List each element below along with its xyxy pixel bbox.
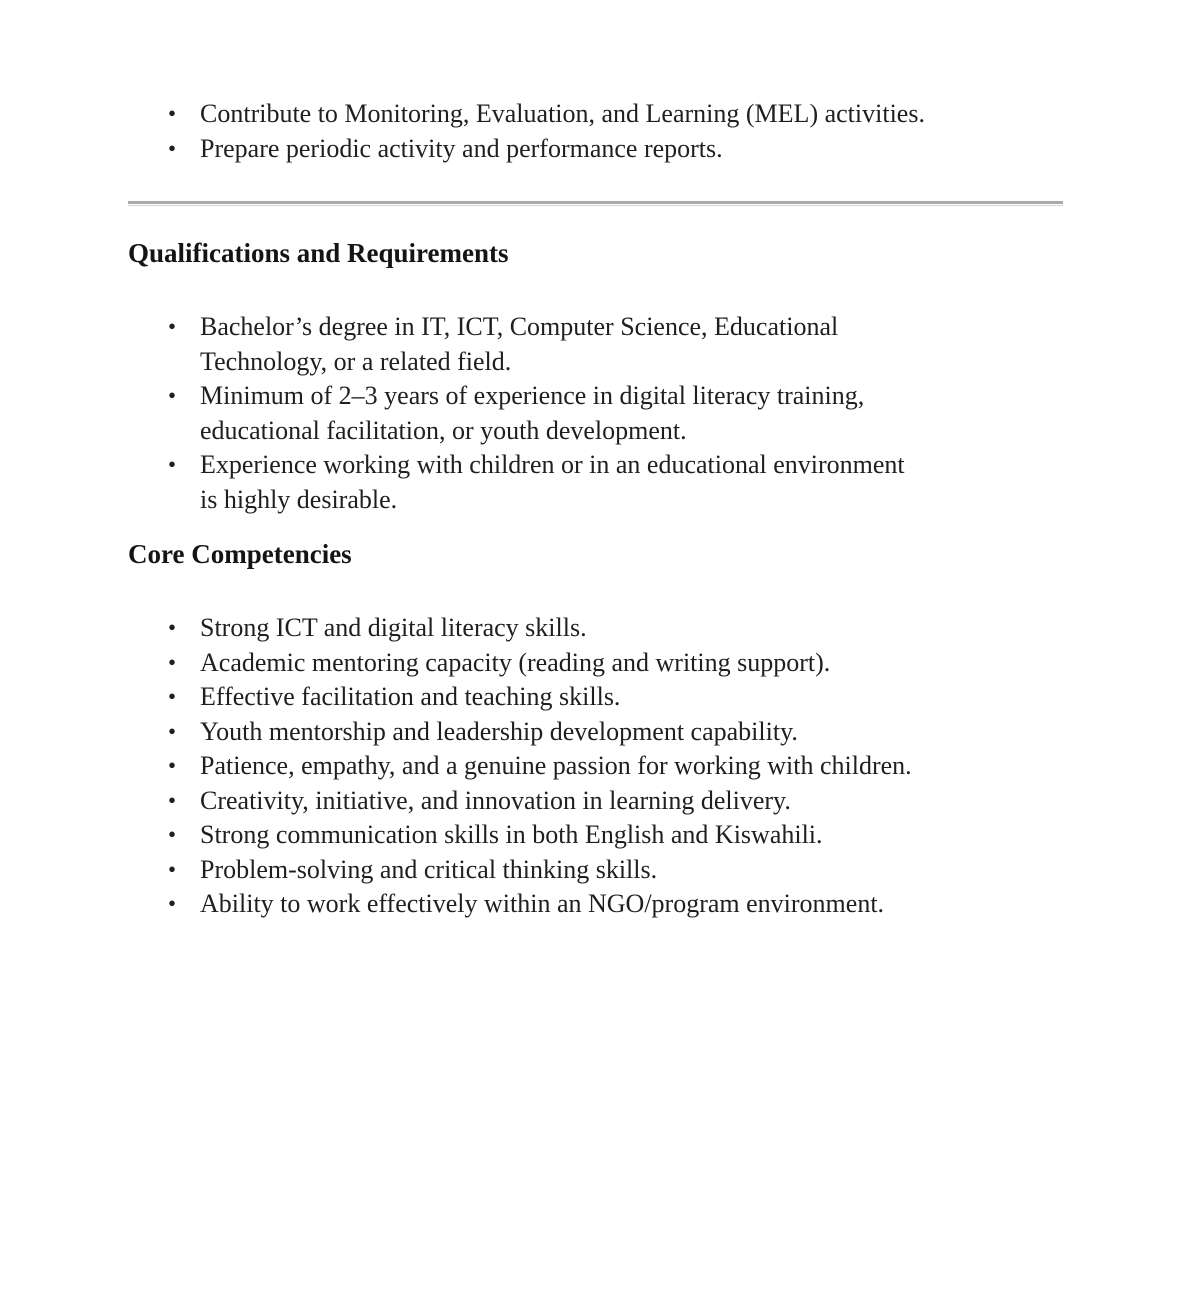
list-item-line: • Effective facilitation and teaching skills.: [200, 682, 621, 711]
list-item-line: educational facilitation, or youth development.: [200, 415, 687, 445]
qualifications-heading: Qualifications and Requirements: [128, 238, 509, 268]
intro-duties-list: [128, 97, 1063, 166]
list-item: [128, 310, 1063, 379]
competencies-list: [128, 611, 1063, 922]
list-item: [128, 818, 1063, 853]
list-item: [128, 749, 1063, 784]
list-item: [128, 97, 1063, 132]
core-competencies-heading: Core Competencies: [128, 539, 352, 569]
list-item-line: • Experience working with children or in an educational environment: [200, 450, 905, 479]
list-item: [128, 646, 1063, 681]
list-item: [128, 853, 1063, 888]
list-item-line: • Creativity, initiative, and innovation in learning delivery.: [200, 785, 791, 815]
list-item-line: is highly desirable.: [200, 484, 398, 514]
list-item-line: • Ability to work effectively within an NGO/program environment.: [200, 889, 885, 918]
list-item: [128, 784, 1063, 819]
list-item-line: • Academic mentoring capacity (reading and writing support).: [200, 647, 831, 677]
list-item-line: • Contribute to Monitoring, Evaluation, and Learning (MEL) activities.: [200, 99, 925, 128]
list-item: [128, 887, 1063, 922]
list-item: [128, 132, 1063, 167]
list-item: [128, 715, 1063, 750]
list-item-line: • Bachelor’s degree in IT, ICT, Computer Science, Educational: [200, 312, 839, 341]
list-item-line: Technology, or a related field.: [200, 346, 512, 376]
list-item: [128, 680, 1063, 715]
list-item-line: • Strong communication skills in both English and Kiswahili.: [200, 820, 823, 849]
list-item: [128, 448, 1063, 517]
list-item: [128, 379, 1063, 448]
list-item-line: • Prepare periodic activity and performance reports.: [200, 133, 723, 163]
list-item-line: • Patience, empathy, and a genuine passion for working with children.: [200, 751, 912, 780]
list-item-line: • Strong ICT and digital literacy skills.: [200, 613, 587, 642]
section-divider: [128, 201, 1063, 206]
list-item: [128, 611, 1063, 646]
list-item-line: • Minimum of 2–3 years of experience in digital literacy training,: [200, 381, 865, 410]
list-item-line: • Problem-solving and critical thinking skills.: [200, 854, 658, 884]
qualifications-list: [128, 310, 1063, 517]
list-item-line: • Youth mentorship and leadership development capability.: [200, 716, 798, 746]
